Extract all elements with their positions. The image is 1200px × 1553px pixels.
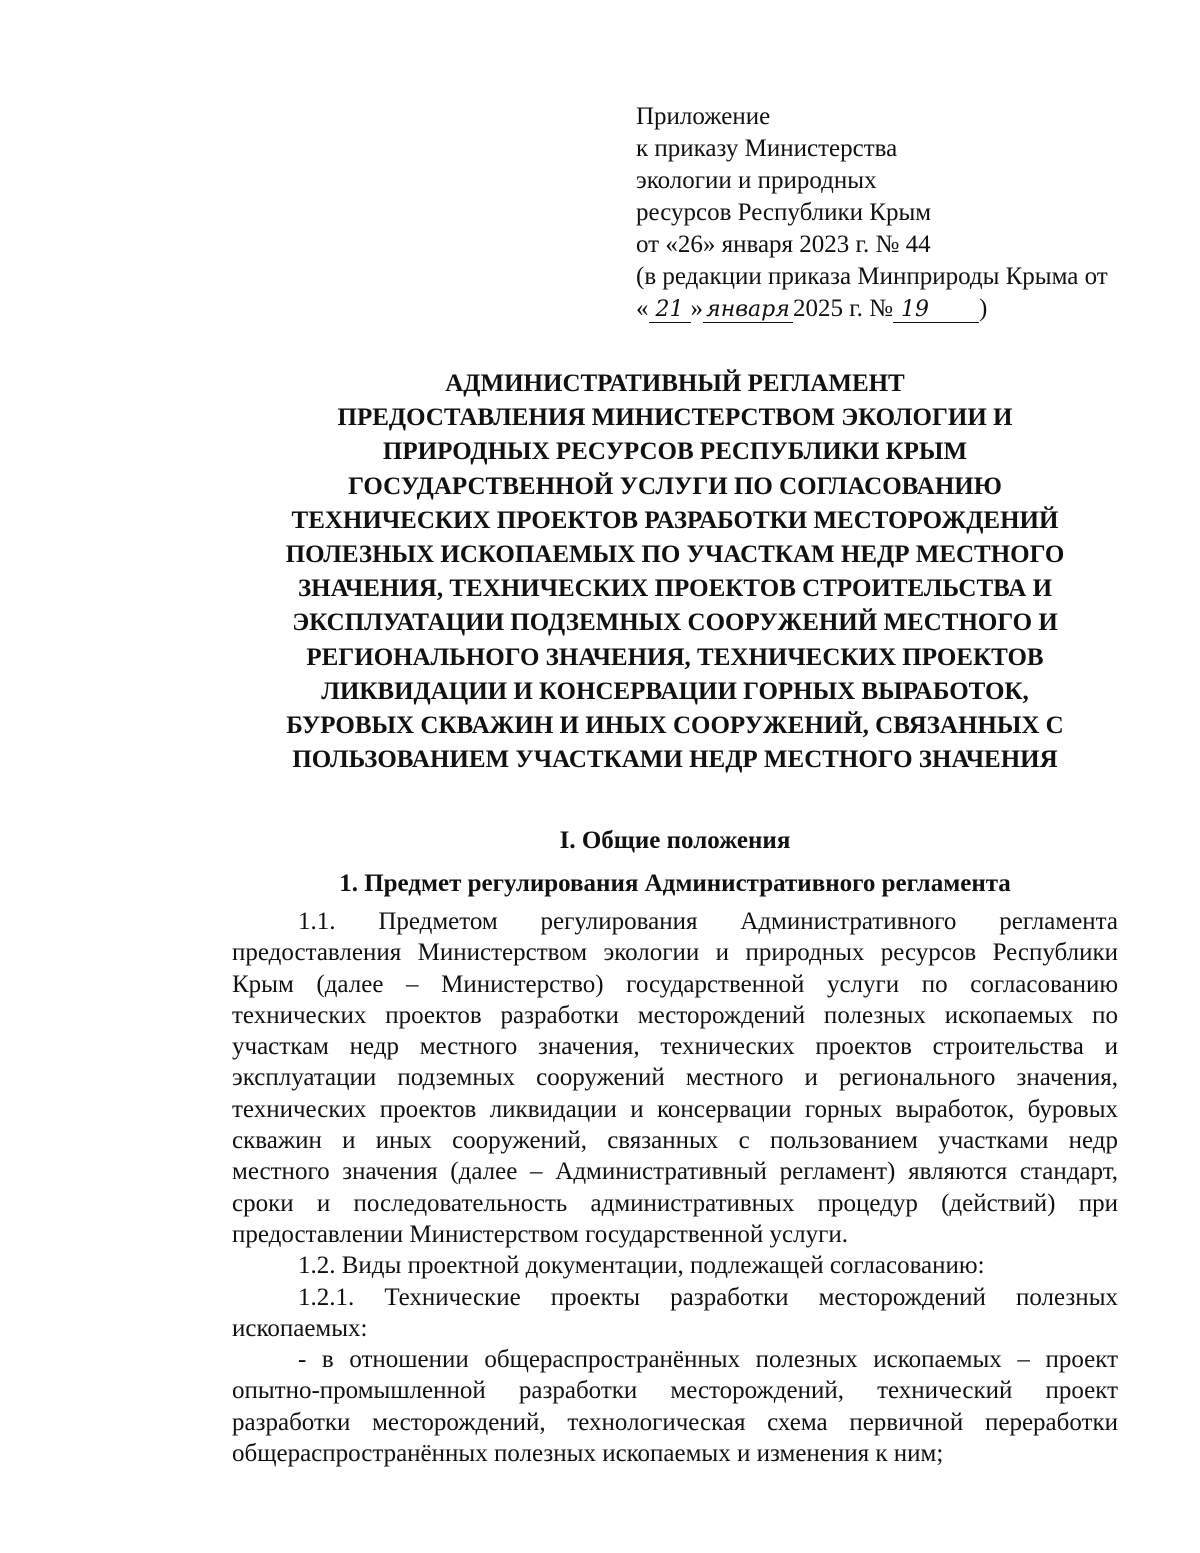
title-line: БУРОВЫХ СКВАЖИН И ИНЫХ СООРУЖЕНИЙ, СВЯЗАННЫХ С xyxy=(286,712,1064,740)
amendment-year: 2025 г. № xyxy=(793,295,894,322)
document-body xyxy=(232,906,1118,1469)
title-line: ЗНАЧЕНИЯ, ТЕХНИЧЕСКИХ ПРОЕКТОВ СТРОИТЕЛЬСТВА И xyxy=(297,575,1053,603)
close-quote: » xyxy=(690,295,703,322)
handwritten-month: января xyxy=(703,298,793,323)
title-line: ЛИКВИДАЦИИ И КОНСЕРВАЦИИ ГОРНЫХ ВЫРАБОТОК, xyxy=(321,677,1029,705)
paragraph-line: сроки и последовательность административных процедур (действий) при xyxy=(232,1189,1118,1217)
document-title xyxy=(232,367,1118,777)
annex-block xyxy=(636,101,1166,325)
paragraph-line: технических проектов разработки месторождений полезных ископаемых по xyxy=(232,1001,1118,1029)
paragraph-line: 1.1. Предметом регулирования Административного регламента xyxy=(298,908,1118,935)
close-paren: ) xyxy=(979,295,988,322)
paragraph-line: разработки месторождений, технологическая схема первичной переработки xyxy=(232,1408,1118,1436)
paragraph-line: предоставлении Министерством государственной услуги. xyxy=(232,1220,848,1248)
paragraph-line: - в отношении общераспространённых полезных ископаемых – проект xyxy=(298,1346,1118,1374)
handwritten-day: 21 xyxy=(649,298,691,323)
annex-line: Приложение xyxy=(636,103,771,130)
paragraph-line: технических проектов ликвидации и консервации горных выработок, буровых xyxy=(232,1095,1118,1123)
title-line: ПОЛЬЗОВАНИЕМ УЧАСТКАМИ НЕДР МЕСТНОГО ЗНАЧЕНИЯ xyxy=(292,746,1058,774)
title-line: РЕГИОНАЛЬНОГО ЗНАЧЕНИЯ, ТЕХНИЧЕСКИХ ПРОЕКТОВ xyxy=(306,643,1044,671)
paragraph-line: общераспространённых полезных ископаемых и изменения к ним; xyxy=(232,1440,944,1468)
paragraph-line: скважин и иных сооружений, связанных с пользованием участками недр xyxy=(232,1127,1118,1155)
title-line: ПОЛЕЗНЫХ ИСКОПАЕМЫХ ПО УЧАСТКАМ НЕДР МЕСТНОГО xyxy=(285,541,1065,569)
paragraph-line: ископаемых: xyxy=(232,1314,368,1342)
paragraph-line: эксплуатации подземных сооружений местного и регионального значения, xyxy=(232,1064,1118,1092)
paragraph-line: местного значения (далее – Административный регламент) являются стандарт, xyxy=(232,1158,1118,1186)
title-line: ТЕХНИЧЕСКИХ ПРОЕКТОВ РАЗРАБОТКИ МЕСТОРОЖДЕНИЙ xyxy=(291,506,1059,534)
paragraph-line: опытно-промышленной разработки месторождений, технический проект xyxy=(232,1377,1118,1405)
annex-amendment-line: (в редакции приказа Минприроды Крыма от xyxy=(636,263,1108,290)
annex-order-date: от «26» января 2023 г. № 44 xyxy=(636,231,931,258)
annex-line: к приказу Министерства xyxy=(636,135,898,162)
annex-line: ресурсов Республики Крым xyxy=(636,199,932,226)
title-line: ГОСУДАРСТВЕННОЙ УСЛУГИ ПО СОГЛАСОВАНИЮ xyxy=(348,472,1002,500)
title-line: ЭКСПЛУАТАЦИИ ПОДЗЕМНЫХ СООРУЖЕНИЙ МЕСТНОГО И xyxy=(292,609,1058,637)
annex-amendment-date xyxy=(636,293,1166,325)
title-line: ПРЕДОСТАВЛЕНИЯ МИНИСТЕРСТВОМ ЭКОЛОГИИ И xyxy=(337,404,1013,432)
paragraph-line: 1.2.1. Технические проекты разработки месторождений полезных xyxy=(298,1283,1118,1311)
open-quote: « xyxy=(636,295,649,322)
paragraph-line: Крым (далее – Министерство) государственной услуги по согласованию xyxy=(232,970,1118,998)
title-line: АДМИНИСТРАТИВНЫЙ РЕГЛАМЕНТ xyxy=(445,370,905,397)
subsection-heading: 1. Предмет регулирования Административного регламента xyxy=(339,870,1011,897)
paragraph-line: предоставления Министерством экологии и природных ресурсов Республики xyxy=(232,939,1118,967)
section-heading: I. Общие положения xyxy=(559,827,791,854)
paragraph-line: 1.2. Виды проектной документации, подлежащей согласованию: xyxy=(298,1252,985,1280)
annex-line: экологии и природных xyxy=(636,167,877,194)
title-line: ПРИРОДНЫХ РЕСУРСОВ РЕСПУБЛИКИ КРЫМ xyxy=(382,438,968,466)
handwritten-number: 19 xyxy=(893,298,979,323)
paragraph-line: участкам недр местного значения, технических проектов строительства и xyxy=(232,1033,1118,1061)
